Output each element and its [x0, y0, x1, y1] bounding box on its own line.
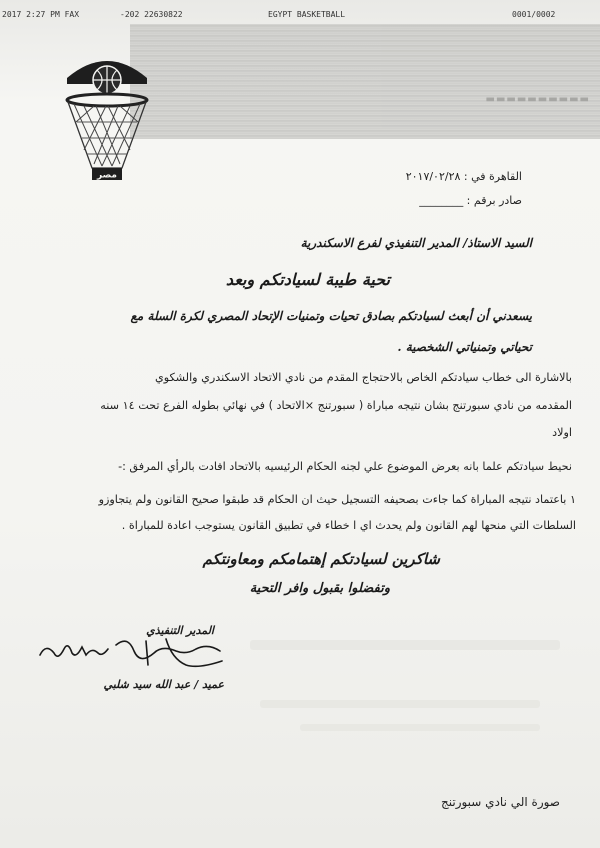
faint-stamp-mark: [250, 640, 560, 650]
signatory-name: عميد / عبد الله سيد شلبي: [103, 678, 224, 691]
closing-line-1: شاكرين لسيادتكم إهتمامكم ومعاونتكم: [202, 550, 440, 568]
body-2-line: نحيط سيادتكم علما بانه بعرض الموضوع علي لجنه الحكام الرئيسيه بالاتحاد افادت بالرأي المرفق :-: [118, 460, 572, 473]
faint-stamp-mark: [260, 700, 540, 708]
body-3-line-2: السلطات التي منحها لهم القانون ولم يحدث اي ا خطاء في تطبيق القانون يستوجب اعادة للمباراة .: [121, 519, 576, 532]
body-1-line-2: المقدمه من نادي سبورتنج بشان نتيجه مباراة ( سبورتنج ×الاتحاد ) في نهائي بطوله الفرع تحت ١٤ سنه: [100, 399, 572, 412]
logo-text: مصر: [96, 170, 118, 181]
letterhead-band-text: ▬▬▬▬▬▬▬▬▬▬: [485, 94, 590, 105]
signature-icon: [36, 625, 226, 675]
date-line: القاهرة في : ٢٠١٧/٠٢/٢٨: [405, 170, 522, 183]
cc-line: صورة الي نادي سبورتنج: [440, 795, 560, 809]
greeting-line: تحية طيبة لسيادتكم وبعد: [225, 270, 390, 289]
recipient-line: السيد الاستاذ/ المدير التنفيذي لفرع الاسكندرية: [300, 236, 532, 250]
fax-header: [0, 8, 600, 22]
faint-stamp-mark: [300, 724, 540, 731]
letterhead-scan-band: [130, 24, 600, 139]
body-1-line-3: اولاد: [552, 426, 572, 439]
fax-sender: EGYPT BASKETBALL: [268, 10, 346, 19]
federation-logo-icon: [62, 50, 152, 185]
intro-line-1: يسعدني أن أبعث لسيادتكم بصادق تحيات وتمنيات الإتحاد المصري لكرة السلة مع: [130, 309, 532, 323]
body-3-line-1: ١ باعتماد نتيجه المباراة كما جاءت بصحيفه التسجيل حيث ان الحكام قد طبقوا صحيح القانون ولم يتجاوزو: [98, 493, 576, 506]
fax-number: -202 22630822: [120, 10, 183, 19]
fax-datetime: 2017 2:27 PM FAX: [2, 10, 80, 19]
intro-line-2: تحياتي وتمنياتي الشخصية .: [397, 340, 532, 354]
fax-page-number: 0001/0002: [512, 10, 556, 19]
reference-line: صادر برقم : ________: [419, 194, 522, 207]
body-1-line-1: بالاشارة الى خطاب سيادتكم الخاص بالاحتجاج المقدم من نادي الاتحاد الاسكندري والشكوي: [154, 371, 572, 384]
signatory-title: المدير التنفيذي: [146, 624, 214, 637]
closing-line-2: وتفضلوا بقبول وافر التحية: [249, 581, 390, 596]
